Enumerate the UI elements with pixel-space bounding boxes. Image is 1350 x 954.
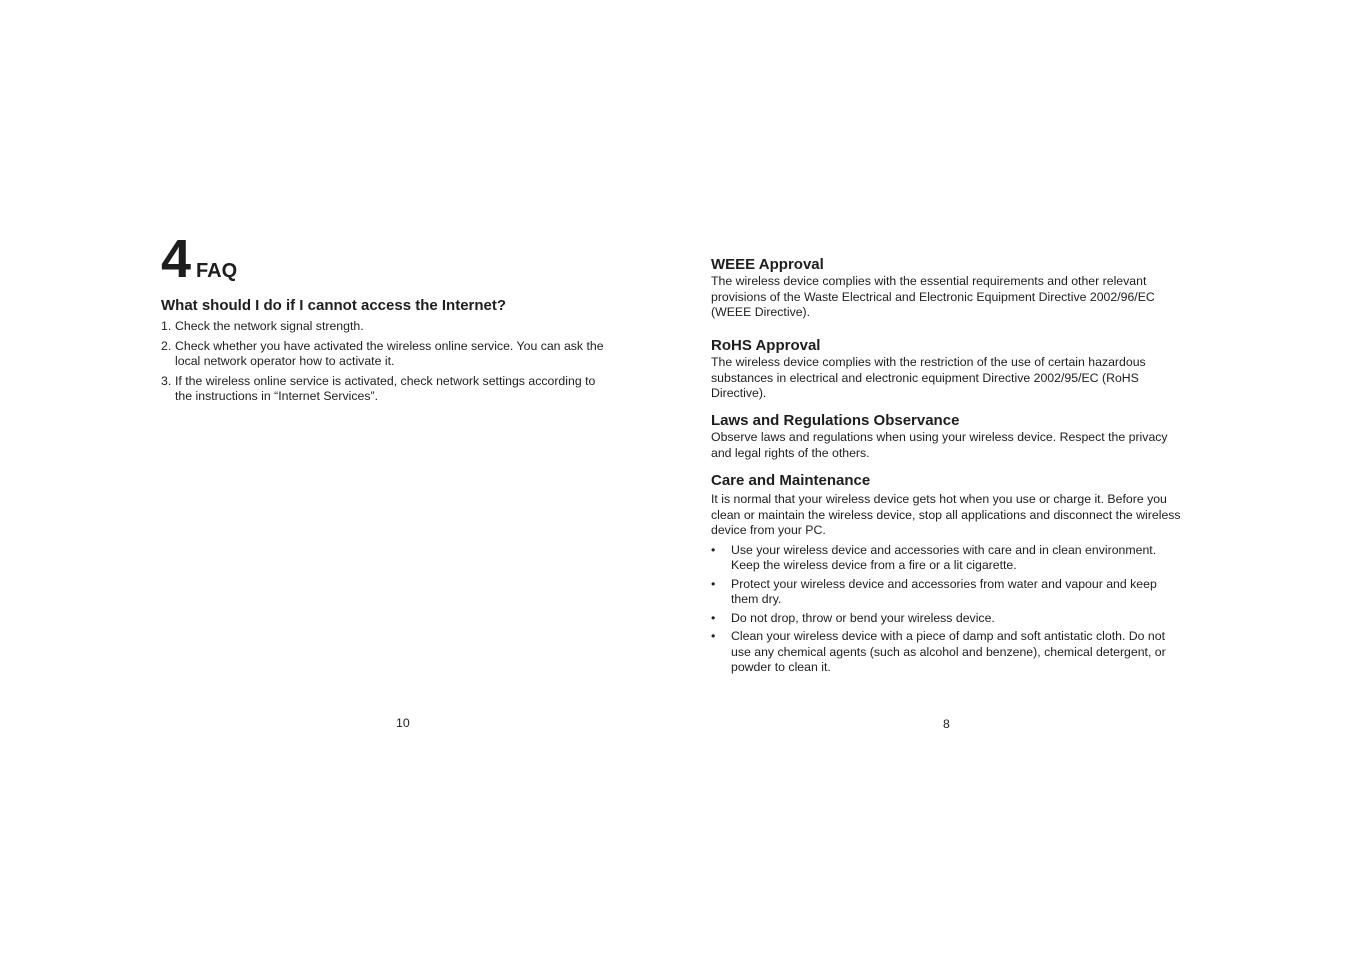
bullet-text: Do not drop, throw or bend your wireless device.: [731, 610, 995, 625]
faq-question: What should I do if I cannot access the Internet?: [161, 297, 507, 314]
page-number: 10: [396, 716, 410, 730]
right-page: [711, 0, 1186, 954]
bullet-icon: •: [711, 576, 716, 591]
section-body: The wireless device complies with the essential requirements and other relevant provisions of the Waste Electrical and Electronic Equipment Directive 2002/96/EC (WEEE Directive).: [711, 274, 1155, 319]
page-number: 8: [943, 717, 950, 731]
section-title: WEEE Approval: [711, 256, 824, 273]
left-page: [161, 0, 611, 954]
list-item: [711, 611, 1186, 627]
bullet-icon: •: [711, 542, 716, 557]
faq-step: [161, 319, 611, 335]
step-number: 2.: [161, 338, 172, 353]
section-body: It is normal that your wireless device gets hot when you use or charge it. Before you clean or maintain the wireless device, stop all applications and disconnect the wireless device from your PC.: [711, 492, 1181, 537]
list-item: [711, 577, 1186, 608]
care-section: [711, 471, 1186, 679]
step-text: Check the network signal strength.: [175, 319, 364, 333]
chapter-heading: [161, 229, 238, 289]
step-text: Check whether you have activated the wireless online service. You can ask the local network operator how to activate it.: [175, 338, 604, 368]
bullet-text: Clean your wireless device with a piece of damp and soft antistatic cloth. Do not use any chemical agents (such as alcohol and benzene), chemical detergent, or powder to clean it.: [731, 629, 1166, 674]
section-title: Care and Maintenance: [711, 472, 871, 489]
bullet-text: Use your wireless device and accessories with care and in clean environment. Keep the wireless device from a fire or a lit cigarette.: [731, 542, 1157, 572]
section-body: Observe laws and regulations when using your wireless device. Respect the privacy and legal rights of the others.: [711, 430, 1168, 460]
step-number: 3.: [161, 373, 172, 388]
list-item: [711, 629, 1186, 676]
care-bullet-list: [711, 543, 1186, 676]
section-body: The wireless device complies with the restriction of the use of certain hazardous substances in electrical and electronic equipment Directive 2002/95/EC (RoHS Directive).: [711, 355, 1146, 400]
bullet-icon: •: [711, 629, 716, 643]
faq-step: [161, 374, 611, 405]
chapter-number: 4: [161, 229, 191, 289]
step-number: 1.: [161, 319, 172, 333]
bullet-icon: •: [711, 610, 716, 625]
bullet-text: Protect your wireless device and accessories from water and vapour and keep them dry.: [731, 576, 1157, 606]
rohs-section: [711, 336, 1186, 402]
step-text: If the wireless online service is activated, check network settings according to the instructions in “Internet Services”.: [175, 373, 596, 403]
faq-step: [161, 339, 611, 370]
chapter-title: FAQ: [196, 260, 238, 282]
weee-section: [711, 255, 1186, 321]
faq-steps-list: [161, 319, 611, 409]
list-item: [711, 543, 1186, 574]
laws-section: [711, 411, 1186, 461]
section-title: RoHS Approval: [711, 337, 821, 354]
section-title: Laws and Regulations Observance: [711, 412, 960, 429]
